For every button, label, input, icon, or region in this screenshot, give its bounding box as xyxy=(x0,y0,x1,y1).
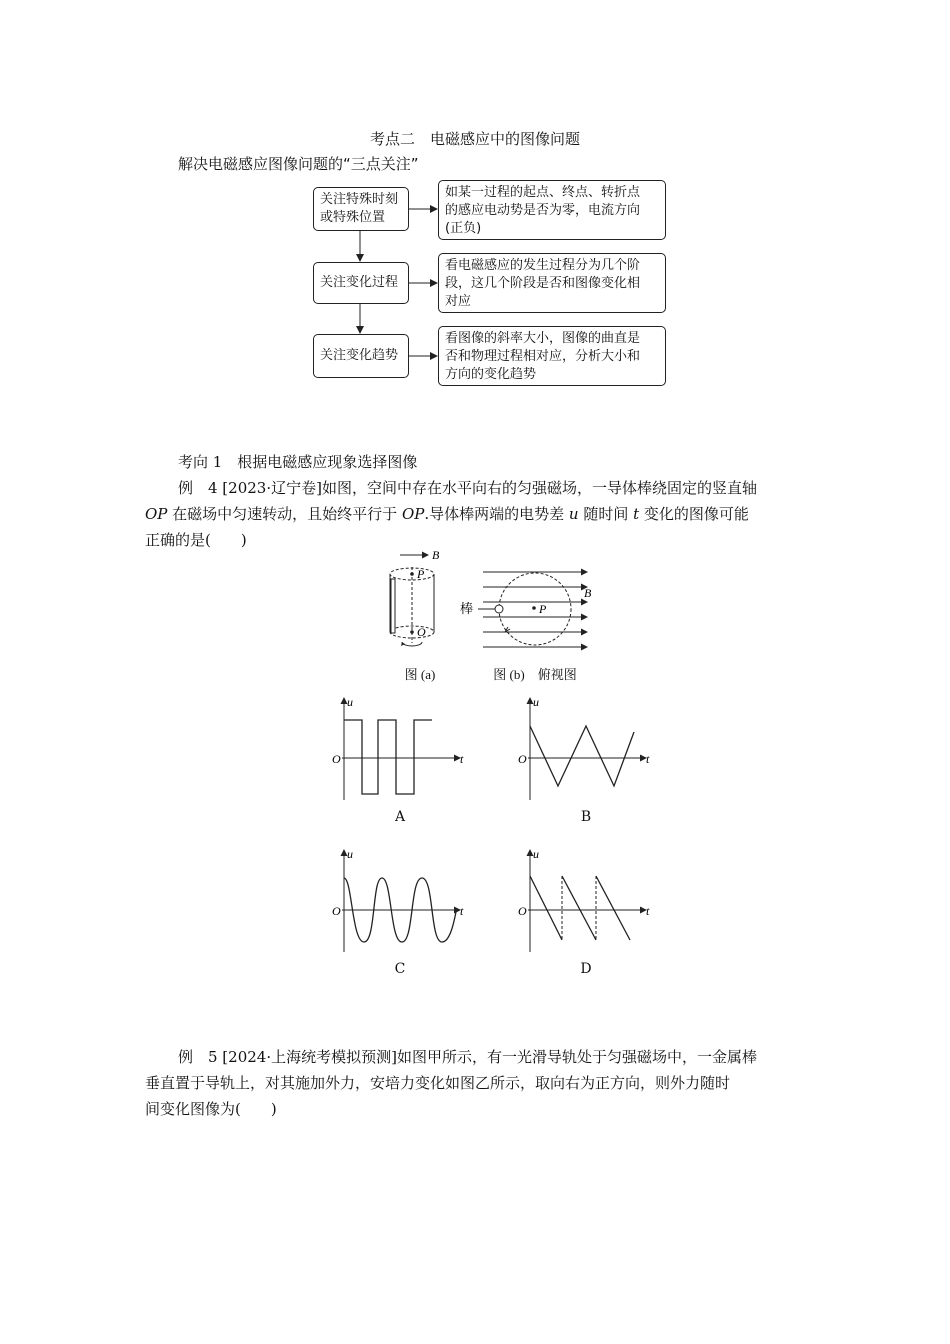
graph-b-t: t xyxy=(646,752,650,766)
flow-right-3-line-3: 方向的变化趋势 xyxy=(445,367,537,382)
graph-b xyxy=(518,695,650,800)
field-label-b: B xyxy=(584,586,592,600)
point-o-a: O xyxy=(417,625,426,639)
option-b-label: B xyxy=(580,809,592,825)
graph-d-curve xyxy=(530,876,562,940)
flow-right-2-line-2: 段，这几个阶段是否和图像变化相 xyxy=(445,276,641,291)
graph-a-origin: O xyxy=(332,752,341,766)
graph-a-u: u xyxy=(347,695,353,709)
example4-text-c: 随时间 xyxy=(578,505,634,523)
op-symbol-2: OP xyxy=(401,505,425,523)
example4-line-2 xyxy=(145,501,749,527)
graph-b-u: u xyxy=(533,695,539,709)
flow-right-2-line-3: 对应 xyxy=(445,294,472,309)
flow-left-1-line-2: 或特殊位置 xyxy=(320,210,386,225)
graph-d xyxy=(518,847,650,952)
example4-text-b: .导体棒两端的电势差 xyxy=(424,505,569,523)
graph-a-t: t xyxy=(460,752,464,766)
graph-c-origin: O xyxy=(332,904,341,918)
example5-line-1: 例 5 [2024·上海统考模拟预测]如图甲所示，有一光滑导轨处于匀强磁场中，一金属棒 xyxy=(178,1048,757,1066)
example5-line-2: 垂直置于导轨上，对其施加外力，安培力变化如图乙所示，取向右为正方向，则外力随时 xyxy=(145,1074,731,1092)
flow-right-1-line-3: (正负) xyxy=(445,221,482,236)
example4-line-1: 例 4 [2023·辽宁卷]如图，空间中存在水平向右的匀强磁场，一导体棒绕固定的竖直轴 xyxy=(178,479,757,497)
flow-right-2-line-1: 看电磁感应的发生过程分为几个阶 xyxy=(445,258,641,273)
op-symbol: OP xyxy=(145,505,168,523)
graph-a-curve xyxy=(344,720,432,794)
field-label-a: B xyxy=(432,548,440,562)
example4-line-3: 正确的是( ) xyxy=(145,531,247,549)
section-subtitle: 解决电磁感应图像问题的“三点关注” xyxy=(178,155,419,173)
graph-a xyxy=(332,695,464,800)
example4-text-a: 在磁场中匀速转动，且始终平行于 xyxy=(167,505,402,523)
graph-c-t: t xyxy=(460,904,464,918)
figure-ab xyxy=(370,545,610,660)
figure-b-topview xyxy=(460,572,592,647)
graph-d-origin: O xyxy=(518,904,527,918)
option-c-label: C xyxy=(394,961,406,977)
flow-right-3-line-1: 看图像的斜率大小，图像的曲直是 xyxy=(445,331,641,346)
example4-text-d: 变化的图像可能 xyxy=(639,505,749,523)
bar-label: 棒 xyxy=(460,602,474,617)
option-d-label: D xyxy=(580,961,592,977)
direction-heading: 考向 1 根据电磁感应现象选择图像 xyxy=(178,453,418,471)
u-symbol: u xyxy=(568,505,579,523)
graph-d-t: t xyxy=(646,904,650,918)
t-symbol: t xyxy=(633,505,640,523)
option-a-label: A xyxy=(394,809,406,825)
flow-left-2-line-1: 关注变化过程 xyxy=(320,275,399,290)
point-p-a: P xyxy=(417,567,425,581)
figure-b-label: 图 (b) 俯视图 xyxy=(493,667,577,682)
flow-right-3-line-2: 否和物理过程相对应，分析大小和 xyxy=(445,349,641,364)
graph-b-curve xyxy=(530,726,634,786)
point-p-b: P xyxy=(539,602,547,616)
figure-a-cylinder xyxy=(390,548,440,646)
flow-left-1-line-1: 关注特殊时刻 xyxy=(320,192,399,207)
section-title: 考点二 电磁感应中的图像问题 xyxy=(369,130,580,148)
graph-c xyxy=(332,847,464,952)
flow-left-3-line-1: 关注变化趋势 xyxy=(320,348,399,363)
flow-arrows xyxy=(0,0,950,400)
flow-right-1-line-2: 的感应电动势是否为零，电流方向 xyxy=(445,203,641,218)
graph-b-origin: O xyxy=(518,752,527,766)
example5-line-3: 间变化图像为( ) xyxy=(145,1100,277,1118)
graph-d-u: u xyxy=(533,847,539,861)
option-graphs xyxy=(320,690,670,990)
flow-right-1-line-1: 如某一过程的起点、终点、转折点 xyxy=(445,185,641,200)
graph-c-u: u xyxy=(347,847,353,861)
figure-a-label: 图 (a) xyxy=(404,667,436,682)
